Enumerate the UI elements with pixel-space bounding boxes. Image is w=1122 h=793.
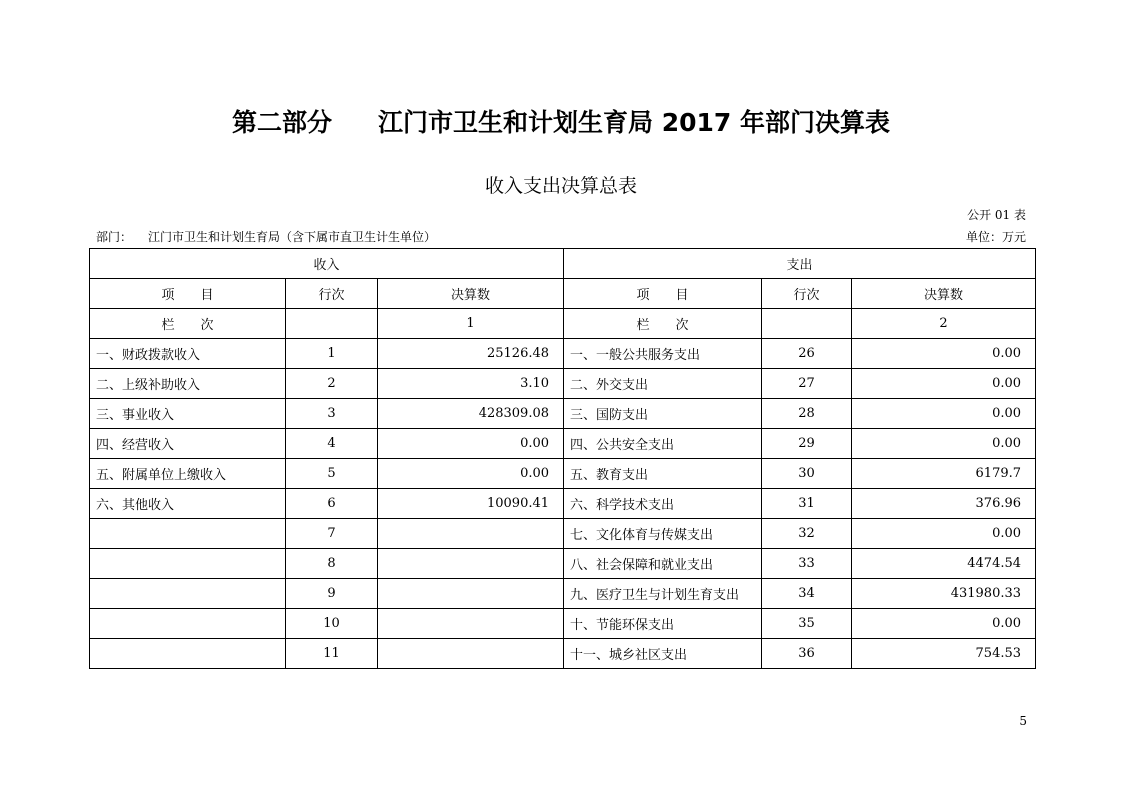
expense-rowno-cell: 33 (762, 549, 852, 579)
income-item-cell (90, 519, 286, 549)
income-amount-cell (378, 639, 564, 669)
expense-rowno-cell: 36 (762, 639, 852, 669)
income-rowno-cell: 8 (286, 549, 378, 579)
expense-amount-cell: 0.00 (852, 519, 1036, 549)
expense-item-cell: 十一、城乡社区支出 (564, 639, 762, 669)
income-amount-cell: 10090.41 (378, 489, 564, 519)
department-line (96, 229, 436, 245)
expense-rowno-header: 行次 (762, 279, 852, 309)
income-amount-cell: 428309.08 (378, 399, 564, 429)
expense-rowno-cell: 26 (762, 339, 852, 369)
income-rowno-cell: 7 (286, 519, 378, 549)
income-item-cell: 二、上级补助收入 (90, 369, 286, 399)
expense-amount-cell: 376.96 (852, 489, 1036, 519)
income-item-cell: 四、经营收入 (90, 429, 286, 459)
income-amount-cell: 0.00 (378, 459, 564, 489)
income-rowno-cell: 5 (286, 459, 378, 489)
income-item-cell (90, 579, 286, 609)
income-rowno-cell: 3 (286, 399, 378, 429)
table-row (90, 429, 1036, 459)
expense-amount-cell: 0.00 (852, 609, 1036, 639)
column-header-row (90, 279, 1036, 309)
expense-rowno-cell: 29 (762, 429, 852, 459)
expense-item-cell: 一、一般公共服务支出 (564, 339, 762, 369)
expense-item-cell: 九、医疗卫生与计划生育支出 (564, 579, 762, 609)
table-row (90, 399, 1036, 429)
expense-amount-cell: 4474.54 (852, 549, 1036, 579)
income-item-cell: 一、财政拨款收入 (90, 339, 286, 369)
income-amount-cell: 0.00 (378, 429, 564, 459)
income-item-cell: 五、附属单位上缴收入 (90, 459, 286, 489)
income-item-cell (90, 549, 286, 579)
expense-rowno-cell: 27 (762, 369, 852, 399)
expense-index-value: 2 (852, 309, 1036, 339)
form-code: 公开 01 表 (967, 208, 1026, 222)
expense-index-empty (762, 309, 852, 339)
expense-amount-header: 决算数 (852, 279, 1036, 309)
expense-index-label: 栏 次 (564, 309, 762, 339)
income-index-value: 1 (378, 309, 564, 339)
unit-label: 单位：万元 (965, 230, 1026, 244)
income-item-header: 项 目 (90, 279, 286, 309)
expense-rowno-cell: 28 (762, 399, 852, 429)
income-rowno-cell: 2 (286, 369, 378, 399)
income-rowno-cell: 11 (286, 639, 378, 669)
table-row (90, 579, 1036, 609)
expense-amount-cell: 0.00 (852, 369, 1036, 399)
expense-item-cell: 五、教育支出 (564, 459, 762, 489)
expense-rowno-cell: 35 (762, 609, 852, 639)
department-label: 部门： (96, 230, 133, 244)
income-amount-cell (378, 549, 564, 579)
table-row (90, 609, 1036, 639)
income-rowno-cell: 10 (286, 609, 378, 639)
expense-item-header: 项 目 (564, 279, 762, 309)
table-row (90, 369, 1036, 399)
group-header-row (90, 249, 1036, 279)
table-row (90, 489, 1036, 519)
document-title (0, 106, 1122, 140)
income-amount-cell (378, 519, 564, 549)
expense-rowno-cell: 31 (762, 489, 852, 519)
expense-item-cell: 三、国防支出 (564, 399, 762, 429)
income-rowno-cell: 4 (286, 429, 378, 459)
income-item-cell: 六、其他收入 (90, 489, 286, 519)
expense-rowno-cell: 34 (762, 579, 852, 609)
table-row (90, 639, 1036, 669)
expense-item-cell: 二、外交支出 (564, 369, 762, 399)
expense-item-cell: 六、科学技术支出 (564, 489, 762, 519)
income-item-cell (90, 609, 286, 639)
expense-amount-cell: 6179.7 (852, 459, 1036, 489)
expense-rowno-cell: 32 (762, 519, 852, 549)
income-amount-cell (378, 579, 564, 609)
department-value: 江门市卫生和计划生育局（含下属市直卫生计生单位） (148, 230, 437, 244)
table-row (90, 339, 1036, 369)
title-name: 江门市卫生和计划生育局 2017 年部门决算表 (378, 108, 890, 137)
table-subtitle: 收入支出决算总表 (484, 175, 637, 197)
income-amount-header: 决算数 (378, 279, 564, 309)
table-row (90, 519, 1036, 549)
expense-amount-cell: 0.00 (852, 429, 1036, 459)
expense-item-cell: 四、公共安全支出 (564, 429, 762, 459)
expense-amount-cell: 754.53 (852, 639, 1036, 669)
income-item-cell (90, 639, 286, 669)
income-rowno-cell: 9 (286, 579, 378, 609)
table-row (90, 459, 1036, 489)
page-number: 5 (1019, 714, 1027, 728)
income-item-cell: 三、事业收入 (90, 399, 286, 429)
expense-item-cell: 十、节能环保支出 (564, 609, 762, 639)
income-rowno-header: 行次 (286, 279, 378, 309)
income-amount-cell (378, 609, 564, 639)
income-rowno-cell: 6 (286, 489, 378, 519)
title-part: 第二部分 (231, 108, 332, 137)
income-amount-cell: 25126.48 (378, 339, 564, 369)
expense-item-cell: 七、文化体育与传媒支出 (564, 519, 762, 549)
table-row (90, 549, 1036, 579)
income-rowno-cell: 1 (286, 339, 378, 369)
expense-amount-cell: 0.00 (852, 339, 1036, 369)
expense-amount-cell: 431980.33 (852, 579, 1036, 609)
income-amount-cell: 3.10 (378, 369, 564, 399)
expense-rowno-cell: 30 (762, 459, 852, 489)
expense-amount-cell: 0.00 (852, 399, 1036, 429)
income-index-label: 栏 次 (90, 309, 286, 339)
income-group-header: 收入 (90, 249, 564, 279)
expense-item-cell: 八、社会保障和就业支出 (564, 549, 762, 579)
expense-group-header: 支出 (564, 249, 1036, 279)
column-index-row (90, 309, 1036, 339)
income-expense-table (89, 248, 1036, 669)
income-index-empty (286, 309, 378, 339)
